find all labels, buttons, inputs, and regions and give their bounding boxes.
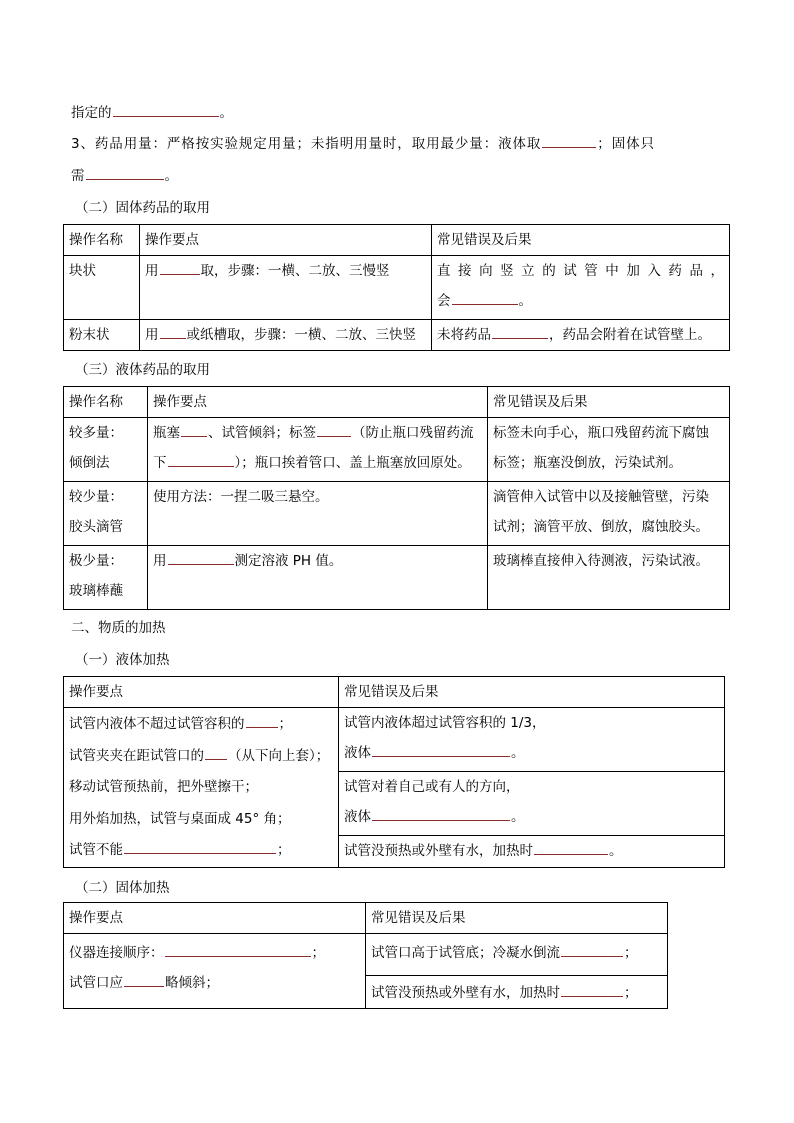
blank[interactable] — [160, 262, 200, 275]
table-row — [64, 418, 730, 482]
intro-line-1: 指定的 。 — [71, 105, 233, 121]
blank[interactable] — [452, 292, 518, 305]
table-row — [64, 256, 730, 320]
error-cell: 直接向竖立的试管中加入药品， 会 。 — [432, 256, 730, 320]
table-header-row — [64, 903, 668, 934]
blank[interactable] — [124, 974, 164, 987]
header-cell: 操作要点 — [64, 903, 366, 934]
blank[interactable] — [317, 424, 351, 437]
table-row — [64, 482, 730, 546]
blank[interactable] — [561, 944, 623, 957]
blank[interactable] — [205, 747, 227, 760]
error-cell: 标签未向手心，瓶口残留药流下腐蚀 标签；瓶塞没倒放，污染试剂。 — [488, 418, 730, 482]
error-cell: 滴管伸入试管中以及接触管壁，污染 试剂；滴管平放、倒放，腐蚀胶头。 — [488, 482, 730, 546]
intro-line-3: 需 。 — [71, 168, 178, 184]
blank[interactable] — [246, 715, 278, 728]
table-row — [64, 546, 730, 610]
section-title-liquid-heating: （一）液体加热 — [75, 652, 170, 668]
intro-line-2: 3、药品用量：严格按实验规定用量；未指明用量时，取用最少量：液体取 ；固体只 — [71, 136, 655, 152]
blank[interactable] — [124, 841, 276, 854]
blank[interactable] — [165, 944, 311, 957]
op-points: 用 或纸槽取，步骤：一横、二放、三快竖 — [140, 320, 432, 351]
op-name: 块状 — [64, 256, 140, 320]
table-row — [64, 708, 725, 772]
op-name: 较少量： 胶头滴管 — [64, 482, 148, 546]
header-cell: 常见错误及后果 — [488, 387, 730, 418]
blank[interactable] — [372, 744, 510, 757]
error-cell: 试管没预热或外壁有水，加热时 ； — [366, 976, 668, 1009]
header-cell: 常见错误及后果 — [432, 225, 730, 256]
blank[interactable] — [113, 104, 219, 117]
op-points: 使用方法：一捏二吸三悬空。 — [148, 482, 488, 546]
blank[interactable] — [160, 326, 186, 339]
blank[interactable] — [86, 167, 164, 180]
header-cell: 常见错误及后果 — [339, 677, 725, 708]
op-points: 瓶塞 、试管倾斜；标签 （防止瓶口残留药流 下 ）；瓶口挨着管口、盖上瓶塞放回原处。 — [148, 418, 488, 482]
header-cell: 操作要点 — [148, 387, 488, 418]
liquid-table — [63, 386, 730, 610]
liquid-heating-table — [63, 676, 725, 868]
section-title-solid-heating: （二）固体加热 — [75, 880, 170, 896]
solid-table — [63, 224, 730, 351]
header-cell: 操作名称 — [64, 387, 148, 418]
blank[interactable] — [492, 326, 548, 339]
header-cell: 操作名称 — [64, 225, 140, 256]
blank[interactable] — [372, 808, 510, 821]
table-header-row — [64, 677, 725, 708]
error-cell: 未将药品 ，药品会附着在试管壁上。 — [432, 320, 730, 351]
error-cell: 试管内液体超过试管容积的 1/3， 液体 。 — [339, 708, 725, 772]
op-points: 试管内液体不超过试管容积的 ； 试管夹夹在距试管口的 （从下向上套）； 移动试管预热前，把外壁擦干； 用外焰加热，试管与桌面成 45° 角； 试管不能 ； — [64, 708, 339, 868]
table-row — [64, 934, 668, 976]
table-header-row — [64, 225, 730, 256]
op-name: 粉末状 — [64, 320, 140, 351]
error-cell: 试管没预热或外壁有水，加热时 。 — [339, 836, 725, 868]
section-title-solid: （二）固体药品的取用 — [75, 200, 210, 216]
blank[interactable] — [181, 424, 207, 437]
error-cell: 试管口高于试管底；冷凝水倒流 ； — [366, 934, 668, 976]
section-title-liquid: （三）液体药品的取用 — [75, 362, 210, 378]
section-title-heating: 二、物质的加热 — [71, 620, 166, 636]
table-row — [64, 320, 730, 351]
blank[interactable] — [534, 842, 608, 855]
solid-heating-table — [63, 902, 668, 1009]
blank[interactable] — [542, 135, 596, 148]
blank[interactable] — [561, 984, 623, 997]
error-cell: 玻璃棒直接伸入待测液，污染试液。 — [488, 546, 730, 610]
op-points: 用 取，步骤：一横、二放、三慢竖 — [140, 256, 432, 320]
header-cell: 常见错误及后果 — [366, 903, 668, 934]
op-points: 用 测定溶液 PH 值。 — [148, 546, 488, 610]
op-name: 极少量： 玻璃棒蘸 — [64, 546, 148, 610]
table-header-row — [64, 387, 730, 418]
op-name: 较多量： 倾倒法 — [64, 418, 148, 482]
op-points: 仪器连接顺序： ； 试管口应 略倾斜； — [64, 934, 366, 1009]
error-cell: 试管对着自己或有人的方向， 液体 。 — [339, 772, 725, 836]
blank[interactable] — [168, 552, 234, 565]
blank[interactable] — [168, 454, 234, 467]
header-cell: 操作要点 — [64, 677, 339, 708]
header-cell: 操作要点 — [140, 225, 432, 256]
